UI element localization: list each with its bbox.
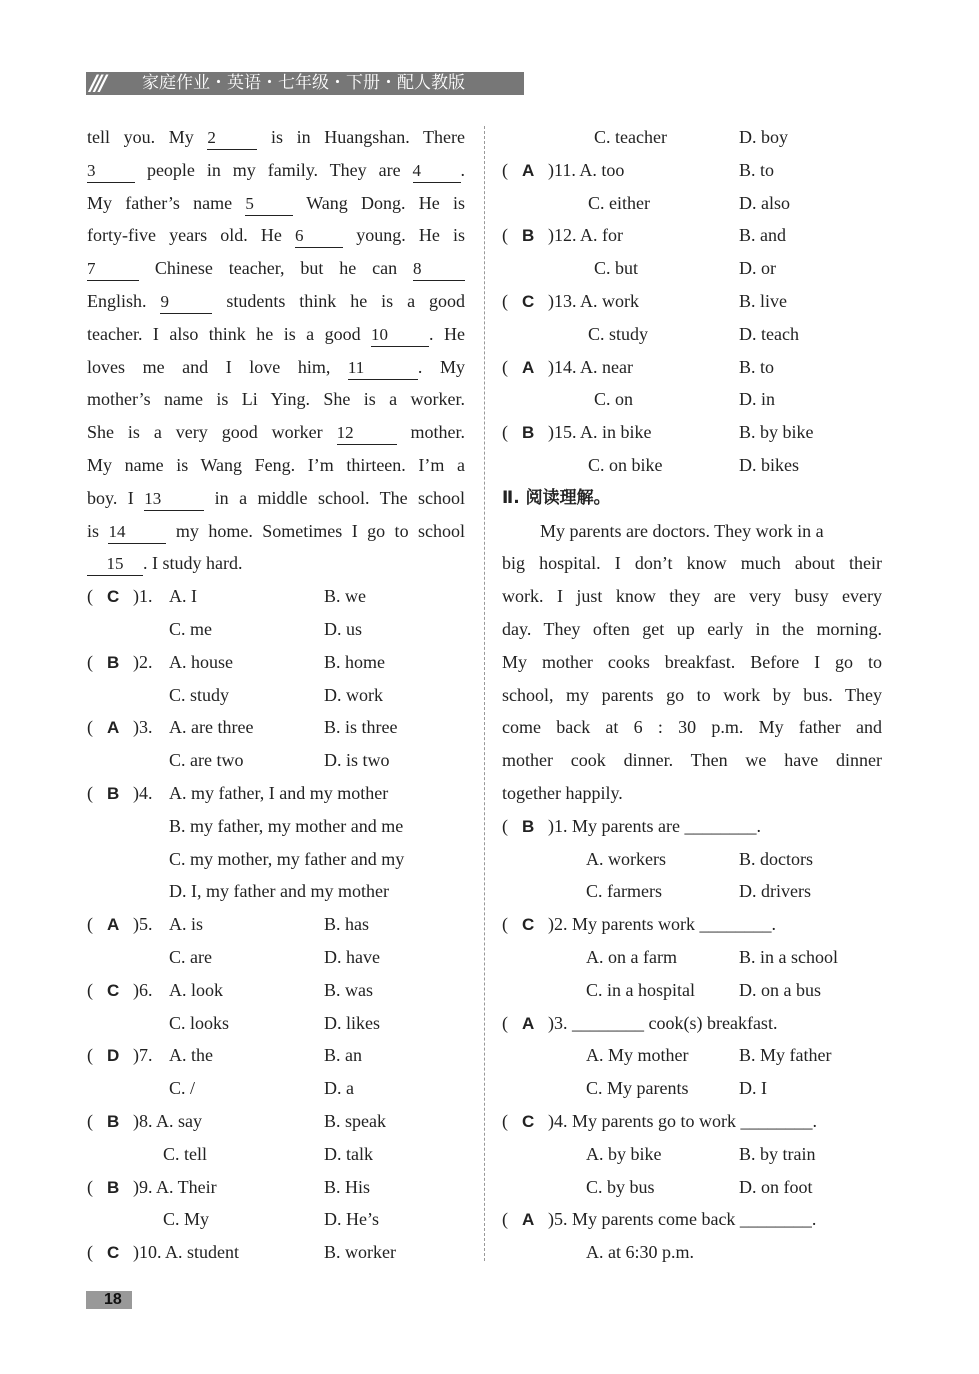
passage-line: forty-five years old. He 6 young. He is xyxy=(87,219,465,252)
option-text: D. talk xyxy=(324,1143,373,1164)
option-text: C. looks xyxy=(169,1012,230,1033)
answer-letter: A xyxy=(522,1013,535,1033)
option-text: A. on a farm xyxy=(586,947,677,967)
question-row xyxy=(502,1138,882,1171)
option-text: )13. A. work xyxy=(548,291,639,311)
answer-letter: B xyxy=(522,423,535,443)
option-text: A. I xyxy=(169,586,197,607)
question-row xyxy=(502,1072,882,1105)
option-text: D. on foot xyxy=(739,1176,813,1197)
question-row xyxy=(502,810,882,843)
slash-decoration-icon: /// xyxy=(90,72,105,95)
option-text: C. tell xyxy=(163,1143,207,1164)
answer-letter: B xyxy=(107,1177,120,1197)
question-row xyxy=(502,1171,882,1204)
blank-number: 4 xyxy=(413,160,461,183)
option-text: ( xyxy=(87,651,93,672)
option-text: B. His xyxy=(324,1176,371,1197)
question-row xyxy=(502,121,882,154)
option-text: ( xyxy=(87,1045,93,1066)
option-text: )5. xyxy=(133,914,153,935)
option-text: A. are three xyxy=(169,717,254,738)
option-text: A. look xyxy=(169,979,223,1000)
answer-letter: A xyxy=(522,1210,535,1230)
answer-letter: A xyxy=(107,915,120,935)
option-text: B. doctors xyxy=(739,848,813,869)
option-text: D. He’s xyxy=(324,1209,379,1230)
passage-line: loves me and I love him, 11 . My xyxy=(87,351,465,384)
option-text: C. are two xyxy=(169,750,244,771)
reading-passage-line: come back at 6 : 30 p.m. My father and xyxy=(502,717,882,738)
blank-number: 12 xyxy=(337,422,397,445)
question-row xyxy=(502,252,882,285)
answer-letter: B xyxy=(107,784,120,803)
blank-number: 5 xyxy=(245,193,293,216)
option-text: B. My father xyxy=(739,1045,832,1066)
passage-line: My name is Wang Feng. I’m thirteen. I’m a xyxy=(87,455,465,475)
option-text: ( xyxy=(502,159,508,180)
option-text: D. us xyxy=(324,619,363,639)
question-row xyxy=(502,383,882,416)
blank-number: 9 xyxy=(160,291,212,314)
option-text: C. either xyxy=(588,192,650,213)
question-row xyxy=(87,1171,465,1204)
reading-passage-line: work. I just know they are very busy every xyxy=(502,586,882,607)
passage-line: 15 . I study hard. xyxy=(87,547,465,580)
passage-line: My father’s name 5 Wang Dong. He is xyxy=(87,187,465,220)
section-title: Ⅱ. 阅读理解。 xyxy=(502,487,611,508)
question-row xyxy=(502,1236,882,1269)
answer-letter: B xyxy=(522,816,535,836)
option-text: )1. My parents are ________. xyxy=(548,815,761,836)
option-text: C. My xyxy=(163,1209,210,1230)
question-row xyxy=(87,1105,465,1138)
blank-number: 14 xyxy=(108,521,166,544)
option-text: B. in a school xyxy=(739,947,838,967)
answer-letter: C xyxy=(107,1243,120,1263)
option-text: B. an xyxy=(324,1045,362,1066)
passage-line: is 14 my home. Sometimes I go to school xyxy=(87,515,465,548)
option-text: )15. A. in bike xyxy=(548,422,652,443)
page-number-box xyxy=(86,1291,132,1309)
question-row xyxy=(87,810,465,843)
option-text: C. / xyxy=(169,1078,196,1099)
answer-letter: B xyxy=(522,226,535,246)
option-text: D. drivers xyxy=(739,881,811,902)
question-row xyxy=(87,744,465,777)
option-text: ( xyxy=(502,225,508,246)
option-text: D. work xyxy=(324,684,383,705)
option-text: A. My mother xyxy=(586,1045,689,1066)
option-text: ( xyxy=(502,1012,508,1033)
blank-number: 3 xyxy=(87,160,135,183)
question-row xyxy=(502,154,882,187)
passage-line: tell you. My 2 is in Huangshan. There xyxy=(87,121,465,154)
column-divider xyxy=(484,126,485,1261)
option-text: ( xyxy=(502,1111,508,1131)
option-text: ( xyxy=(87,914,93,935)
option-text: D. boy xyxy=(739,127,788,147)
answer-letter: C xyxy=(522,915,535,935)
option-text: )1. xyxy=(133,586,153,607)
option-text: C. me xyxy=(169,619,212,639)
option-text: )5. My parents come back ________. xyxy=(548,1209,817,1230)
question-row xyxy=(502,843,882,876)
question-row xyxy=(87,1039,465,1072)
option-text: A. my father, I and my mother xyxy=(169,783,389,803)
option-text: ( xyxy=(87,586,93,607)
option-text: B. my father, my mother and me xyxy=(169,815,404,836)
option-text: )10. A. student xyxy=(133,1242,239,1263)
option-text: A. at 6:30 p.m. xyxy=(586,1242,694,1263)
question-row xyxy=(87,1138,465,1171)
option-text: B. we xyxy=(324,586,366,607)
answer-letter: C xyxy=(522,1112,535,1131)
answer-letter: C xyxy=(107,587,120,607)
option-text: ( xyxy=(502,291,508,311)
option-text: B. live xyxy=(739,291,787,311)
reading-passage-line: My mother cooks breakfast. Before I go to xyxy=(502,651,882,672)
option-text: D. have xyxy=(324,947,380,967)
question-row xyxy=(87,1072,465,1105)
option-text: D. a xyxy=(324,1078,354,1099)
question-row xyxy=(87,679,465,712)
option-text: B. and xyxy=(739,225,786,246)
question-row xyxy=(502,416,882,449)
question-row xyxy=(87,875,465,908)
answer-letter: B xyxy=(107,1112,120,1131)
option-text: ( xyxy=(502,422,508,443)
option-text: )6. xyxy=(133,979,153,1000)
option-text: D. is two xyxy=(324,750,390,771)
option-text: A. house xyxy=(169,651,233,672)
passage-line: boy. I 13 in a middle school. The school xyxy=(87,482,465,515)
question-row xyxy=(502,1203,882,1236)
option-text: ( xyxy=(502,815,508,836)
answer-letter: C xyxy=(522,292,535,311)
option-text: A. workers xyxy=(586,848,666,869)
question-row xyxy=(87,1203,465,1236)
question-row xyxy=(502,187,882,220)
passage-line: 3 people in my family. They are 4 . xyxy=(87,154,465,187)
question-row xyxy=(502,219,882,252)
option-text: ( xyxy=(87,1111,93,1131)
option-text: )2. xyxy=(133,651,153,672)
question-row xyxy=(502,285,882,318)
option-text: D. in xyxy=(739,389,775,410)
passage-line: teacher. I also think he is a good 10 . He xyxy=(87,318,465,351)
blank-number: 13 xyxy=(144,488,204,511)
option-text: D. also xyxy=(739,192,790,213)
question-row xyxy=(87,1007,465,1040)
answer-letter: A xyxy=(107,718,120,738)
answer-letter: A xyxy=(522,160,535,180)
option-text: D. I xyxy=(739,1078,767,1099)
question-row xyxy=(502,1039,882,1072)
option-text: B. is three xyxy=(324,717,398,738)
option-text: D. I, my father and my mother xyxy=(169,881,389,902)
option-text: A. the xyxy=(169,1045,213,1066)
option-text: C. study xyxy=(588,323,649,344)
option-text: D. likes xyxy=(324,1012,380,1033)
reading-passage-line: mother cook dinner. Then we have dinner xyxy=(502,750,882,771)
option-text: )9. A. Their xyxy=(133,1176,217,1197)
question-row xyxy=(502,974,882,1007)
answer-letter: D xyxy=(107,1046,120,1066)
question-row xyxy=(87,646,465,679)
question-row xyxy=(502,318,882,351)
option-text: ( xyxy=(87,979,93,1000)
option-text: ( xyxy=(502,914,508,935)
option-text: )4. xyxy=(133,783,153,803)
passage-line: mother’s name is Li Ying. She is a worker. xyxy=(87,389,465,410)
blank-number: 10 xyxy=(371,324,429,347)
option-text: C. by bus xyxy=(586,1176,655,1197)
passage-line: English. 9 students think he is a good xyxy=(87,285,465,318)
reading-passage-line: together happily. xyxy=(502,783,623,803)
option-text: C. study xyxy=(169,684,230,705)
option-text: B. has xyxy=(324,914,369,935)
option-text: ( xyxy=(87,1242,93,1263)
option-text: ( xyxy=(502,1209,508,1230)
option-text: )11. A. too xyxy=(548,159,625,180)
option-text: C. but xyxy=(594,258,639,279)
reading-passage-line: day. They often get up early in the morning. xyxy=(502,619,882,639)
answer-letter: A xyxy=(522,357,535,377)
question-row xyxy=(87,974,465,1007)
option-text: ( xyxy=(87,717,93,738)
blank-number: 8 xyxy=(413,258,465,281)
option-text: C. in a hospital xyxy=(586,979,695,1000)
question-row xyxy=(87,843,465,876)
blank-number: 7 xyxy=(87,258,139,281)
question-row xyxy=(87,908,465,941)
option-text: C. farmers xyxy=(586,881,662,902)
question-row xyxy=(87,711,465,744)
option-text: B. by bike xyxy=(739,422,814,443)
reading-passage-line: My parents are doctors. They work in a xyxy=(540,520,824,541)
question-row xyxy=(87,1236,465,1269)
option-text: B. home xyxy=(324,651,385,672)
option-text: C. are xyxy=(169,947,212,967)
passage-line: 7 Chinese teacher, but he can 8 xyxy=(87,252,465,285)
question-row xyxy=(87,580,465,613)
passage-line: She is a very good worker 12 mother. xyxy=(87,416,465,449)
page-header-bar xyxy=(86,72,524,95)
option-text: C. on bike xyxy=(588,455,663,475)
option-text: )12. A. for xyxy=(548,225,623,246)
option-text: A. is xyxy=(169,914,204,935)
option-text: ( xyxy=(87,1176,93,1197)
option-text: ( xyxy=(87,783,93,803)
question-row xyxy=(87,941,465,974)
option-text: C. My parents xyxy=(586,1078,689,1099)
option-text: )14. A. near xyxy=(548,356,633,377)
blank-number: 2 xyxy=(207,127,257,150)
option-text: B. worker xyxy=(324,1242,396,1263)
question-row xyxy=(87,777,465,810)
option-text: C. on xyxy=(594,389,634,410)
question-row xyxy=(502,1105,882,1138)
option-text: C. teacher xyxy=(594,127,667,147)
question-row xyxy=(502,351,882,384)
option-text: )2. My parents work ________. xyxy=(548,914,776,935)
option-text: ( xyxy=(502,356,508,377)
option-text: B. speak xyxy=(324,1111,386,1131)
blank-number: 15 xyxy=(87,553,143,576)
option-text: B. to xyxy=(739,159,775,180)
answer-letter: B xyxy=(107,652,120,672)
answer-letter: C xyxy=(107,980,120,1000)
option-text: )3. xyxy=(133,717,153,738)
option-text: A. by bike xyxy=(586,1143,662,1164)
option-text: B. by train xyxy=(739,1143,816,1164)
blank-number: 6 xyxy=(295,225,343,248)
question-row xyxy=(502,449,882,482)
reading-passage-line: school, my parents go to work by bus. They xyxy=(502,684,882,705)
page-number: 18 xyxy=(104,1291,122,1308)
option-text: )8. A. say xyxy=(133,1111,202,1131)
question-row xyxy=(502,908,882,941)
option-text: )7. xyxy=(133,1045,153,1066)
question-row xyxy=(502,941,882,974)
option-text: )3. ________ cook(s) breakfast. xyxy=(548,1012,778,1033)
header-title: 家庭作业・英语・七年级・下册・配人教版 xyxy=(142,73,465,93)
option-text: D. bikes xyxy=(739,455,799,475)
option-text: B. to xyxy=(739,356,775,377)
question-row xyxy=(502,1007,882,1040)
option-text: C. my mother, my father and my xyxy=(169,848,405,869)
question-row xyxy=(87,613,465,646)
reading-passage-line: big hospital. I don’t know much about their xyxy=(502,553,882,574)
option-text: D. or xyxy=(739,258,776,279)
question-row xyxy=(502,875,882,908)
option-text: D. teach xyxy=(739,323,799,344)
option-text: B. was xyxy=(324,979,373,1000)
option-text: )4. My parents go to work ________. xyxy=(548,1111,817,1131)
blank-number: 11 xyxy=(348,357,418,380)
option-text: D. on a bus xyxy=(739,979,821,1000)
